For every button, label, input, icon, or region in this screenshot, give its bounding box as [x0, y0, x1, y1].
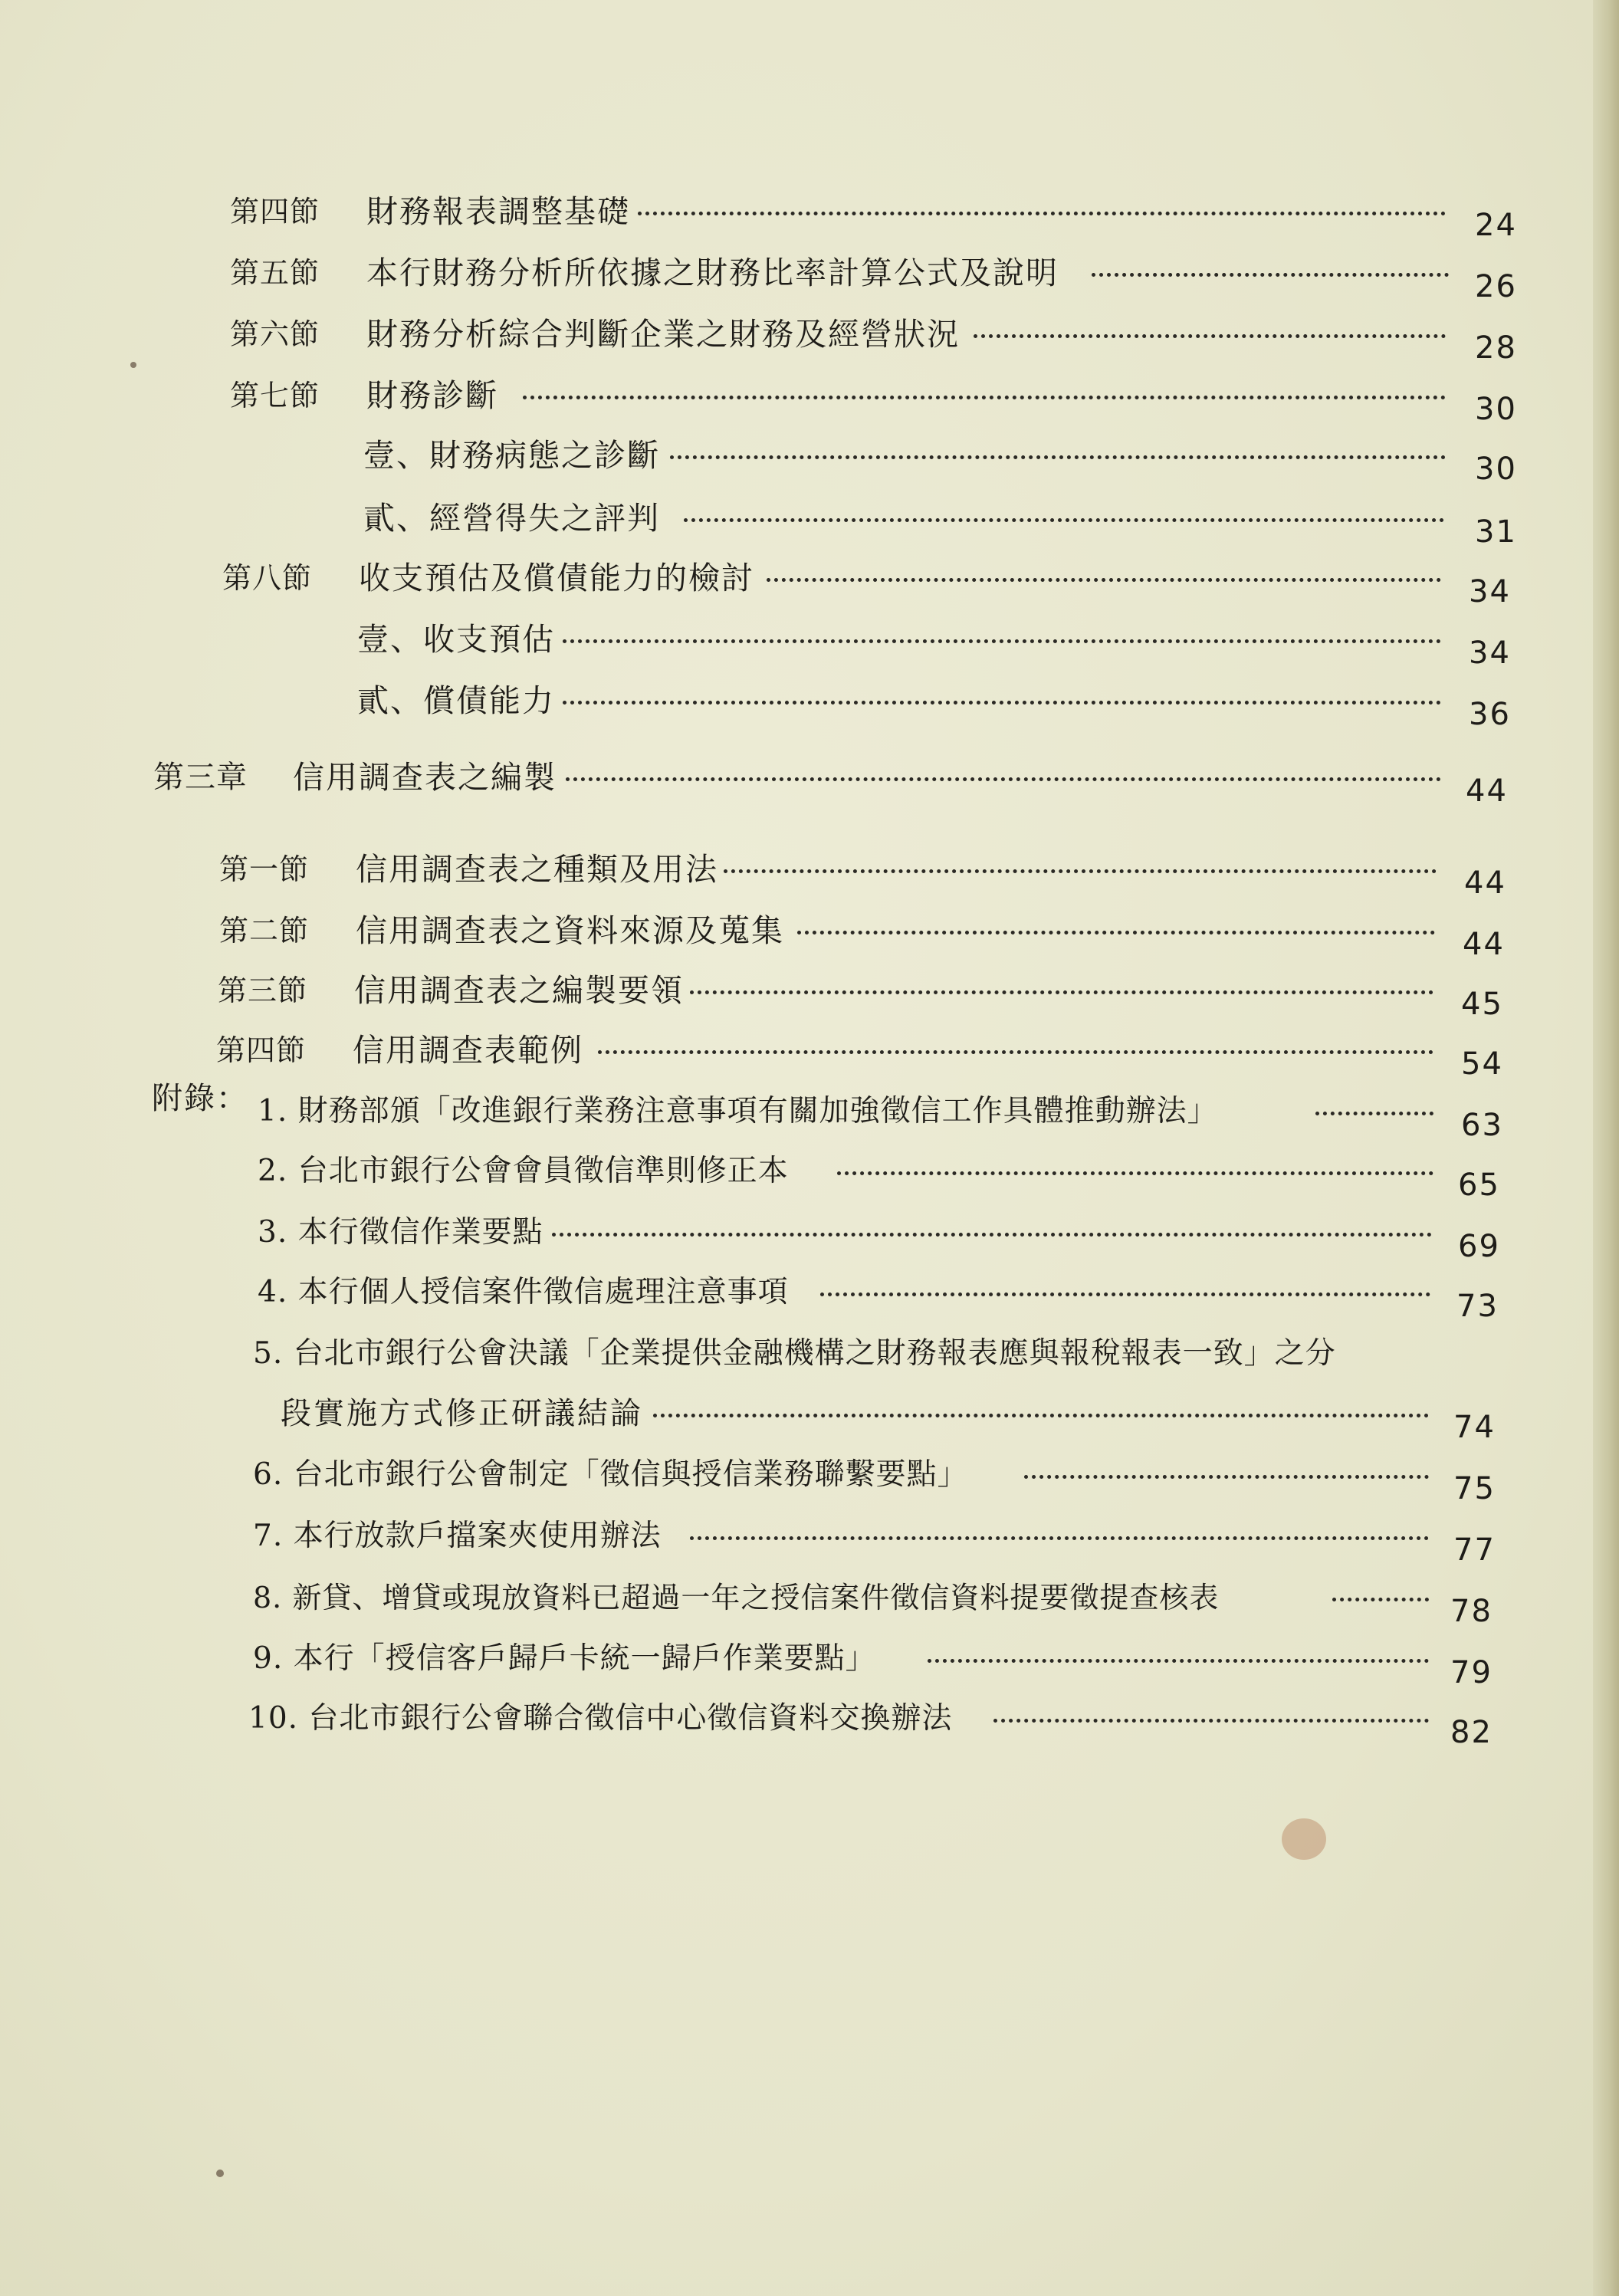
toc-entry[interactable] — [0, 434, 1533, 487]
page-number: 26 — [1475, 269, 1517, 304]
section-title: 壹、收支預估 — [357, 621, 555, 658]
section-title: 財務報表調整基礎 — [366, 193, 630, 230]
leader-dots — [1092, 273, 1449, 277]
page-number: 28 — [1475, 330, 1517, 366]
appendix-title: 5. 台北市銀行公會決議「企業提供金融機構之財務報表應與報稅報表一致」之分 — [253, 1336, 1336, 1371]
toc-entry[interactable] — [0, 557, 1533, 609]
appendix-title: 9. 本行「授信客戶歸戶卡統一歸戶作業要點」 — [253, 1641, 876, 1676]
page-number: 34 — [1469, 574, 1511, 609]
appendix-entry-continued[interactable] — [0, 1392, 1533, 1445]
leader-dots — [724, 869, 1437, 873]
page-number: 74 — [1453, 1410, 1496, 1445]
leader-dots — [552, 1233, 1432, 1237]
leader-dots — [974, 334, 1446, 338]
section-label: 第五節 — [230, 256, 320, 290]
page-number: 78 — [1450, 1594, 1493, 1629]
section-title: 本行財務分析所依據之財務比率計算公式及說明 — [366, 255, 1059, 291]
page-number: 31 — [1475, 514, 1517, 550]
section-label: 第二節 — [219, 914, 310, 948]
page-number: 82 — [1450, 1715, 1493, 1750]
page-number: 69 — [1458, 1229, 1500, 1264]
page-number: 65 — [1458, 1168, 1500, 1203]
appendix-entry[interactable] — [0, 1271, 1533, 1324]
appendix-entry[interactable] — [0, 1090, 1533, 1143]
appendix-title: 7. 本行放款戶擋案夾使用辦法 — [253, 1519, 662, 1553]
leader-dots — [837, 1171, 1433, 1175]
page-number: 44 — [1463, 927, 1505, 962]
appendix-title: 4. 本行個人授信案件徵信處理注意事項 — [258, 1275, 789, 1309]
toc-entry[interactable] — [0, 1029, 1533, 1082]
page-number: 75 — [1453, 1471, 1496, 1506]
leader-dots — [563, 701, 1441, 705]
leader-dots — [653, 1414, 1429, 1417]
appendix-entry[interactable] — [0, 1332, 1533, 1375]
appendix-entry[interactable] — [0, 1453, 1533, 1506]
toc-entry[interactable] — [0, 190, 1533, 243]
section-label: 第一節 — [219, 852, 310, 886]
leader-dots — [1315, 1112, 1433, 1115]
leader-dots — [566, 777, 1441, 781]
appendix-title: 1. 財務部頒「改進銀行業務注意事項有關加強徵信工作具體推動辦法」 — [258, 1094, 1218, 1128]
appendix-entry[interactable] — [0, 1576, 1533, 1629]
page-number: 79 — [1450, 1655, 1493, 1690]
toc-chapter-entry[interactable] — [0, 756, 1533, 809]
page-number: 73 — [1456, 1289, 1499, 1324]
page-number: 77 — [1453, 1532, 1496, 1568]
page-number: 34 — [1469, 636, 1511, 671]
appendix-entry[interactable] — [0, 1637, 1533, 1690]
leader-dots — [523, 396, 1446, 399]
page-number: 44 — [1466, 774, 1508, 809]
section-label: 第四節 — [216, 1033, 307, 1067]
ink-dot — [216, 2170, 224, 2177]
appendix-entry[interactable] — [0, 1697, 1533, 1750]
appendix-title: 段實施方式修正研議結論 — [281, 1396, 643, 1431]
page-edge-shadow — [1593, 0, 1619, 2296]
toc-entry[interactable] — [0, 618, 1533, 671]
section-title: 貳、償債能力 — [357, 682, 555, 719]
appendix-title: 3. 本行徵信作業要點 — [258, 1215, 543, 1250]
section-title: 財務分析綜合判斷企業之財務及經營狀況 — [366, 316, 960, 353]
section-label: 第三節 — [218, 974, 308, 1007]
toc-entry[interactable] — [0, 374, 1533, 427]
page-number: 45 — [1461, 987, 1503, 1022]
leader-dots — [993, 1719, 1429, 1723]
leader-dots — [767, 578, 1441, 582]
toc-entry[interactable] — [0, 969, 1533, 1022]
leader-dots — [797, 931, 1435, 934]
section-title: 信用調查表範例 — [353, 1032, 583, 1069]
leader-dots — [598, 1050, 1433, 1054]
stain-mark — [1282, 1818, 1326, 1860]
section-label: 第七節 — [230, 379, 320, 412]
leader-dots — [1332, 1598, 1429, 1601]
appendix-title: 8. 新貸、增貸或現放資料已超過一年之授信案件徵信資料提要徵提查核表 — [253, 1581, 1220, 1614]
appendix-title: 2. 台北市銀行公會會員徵信準則修正本 — [258, 1154, 789, 1188]
toc-entry[interactable] — [0, 251, 1533, 304]
section-title: 收支預估及償債能力的檢討 — [359, 560, 754, 596]
section-label: 第八節 — [222, 561, 313, 595]
leader-dots — [563, 639, 1441, 643]
leader-dots — [638, 212, 1446, 215]
toc-entry[interactable] — [0, 909, 1533, 962]
page-number: 44 — [1464, 866, 1506, 901]
leader-dots — [820, 1293, 1430, 1296]
appendix-entry[interactable] — [0, 1211, 1533, 1264]
appendix-title: 10. 台北市銀行公會聯合徵信中心徵信資料交換辦法 — [248, 1701, 953, 1736]
page-number: 30 — [1475, 452, 1517, 487]
leader-dots — [670, 455, 1446, 459]
page-number: 30 — [1475, 392, 1517, 427]
leader-dots — [1024, 1475, 1429, 1479]
section-title: 信用調查表之編製要領 — [354, 972, 684, 1009]
page-number: 24 — [1475, 208, 1517, 243]
leader-dots — [684, 518, 1444, 522]
section-title: 貳、經營得失之評判 — [363, 500, 660, 537]
appendix-title: 6. 台北市銀行公會制定「徵信與授信業務聯繫要點」 — [253, 1457, 968, 1492]
page-number: 63 — [1461, 1108, 1503, 1143]
leader-dots — [690, 990, 1433, 994]
toc-entry[interactable] — [0, 313, 1533, 366]
page-number: 36 — [1469, 697, 1511, 732]
section-title: 信用調查表之資料來源及蒐集 — [356, 912, 784, 949]
section-title: 財務診斷 — [366, 377, 498, 414]
appendix-label: 附錄： — [152, 1081, 248, 1116]
section-label: 第四節 — [230, 195, 320, 228]
chapter-label: 第三章 — [153, 760, 248, 795]
appendix-entry[interactable] — [0, 1150, 1533, 1203]
appendix-entry[interactable] — [0, 1515, 1533, 1568]
section-title: 壹、財務病態之診斷 — [363, 437, 660, 474]
toc-entry[interactable] — [0, 848, 1533, 901]
leader-dots — [690, 1536, 1429, 1540]
leader-dots — [928, 1659, 1429, 1663]
toc-entry[interactable] — [0, 679, 1533, 732]
section-title: 信用調查表之種類及用法 — [356, 851, 718, 888]
page-number: 54 — [1461, 1046, 1503, 1082]
section-label: 第六節 — [230, 317, 320, 351]
chapter-title: 信用調查表之編製 — [293, 759, 557, 796]
toc-entry[interactable] — [0, 497, 1533, 550]
ink-dot — [130, 362, 136, 368]
